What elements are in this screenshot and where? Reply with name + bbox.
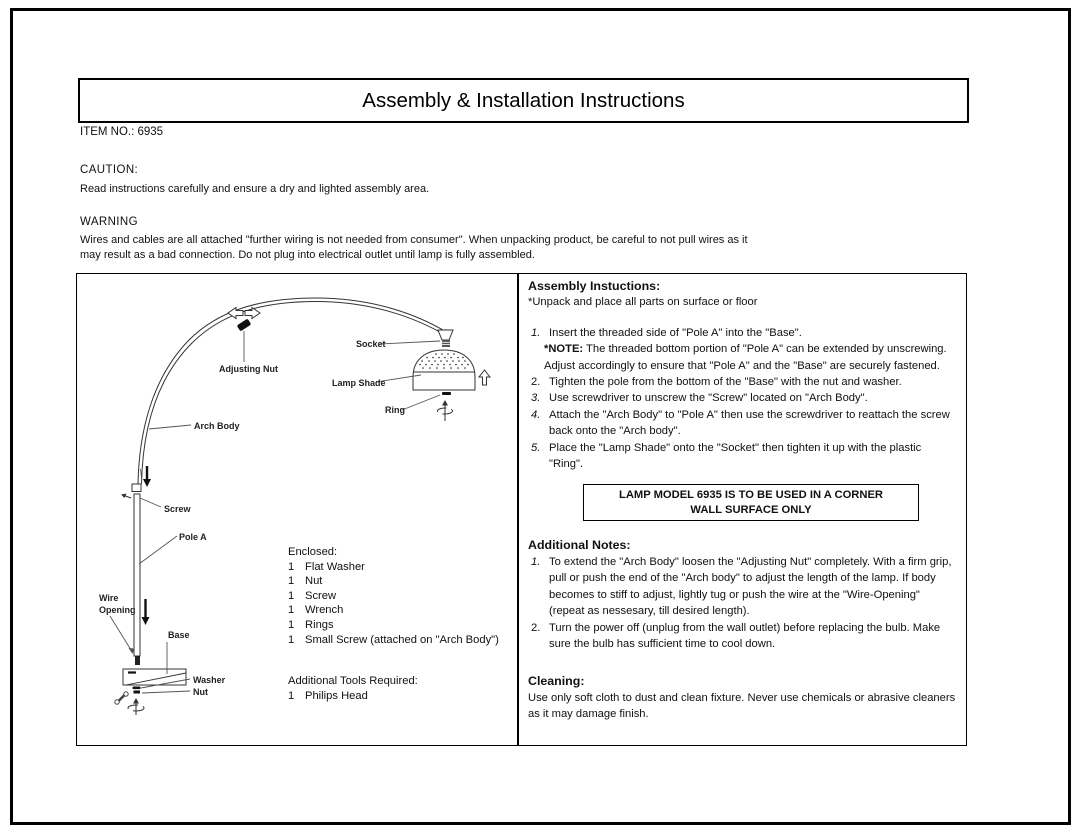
- adjusting-nut-part: [237, 319, 252, 332]
- assembly-step: 3. Use screwdriver to unscrew the "Screw" located on "Arch Body".: [531, 392, 868, 405]
- label-wire: Wire: [99, 593, 119, 603]
- label-ring: Ring: [385, 405, 405, 415]
- caution-heading: CAUTION:: [80, 164, 139, 176]
- instructions-panel: [76, 273, 967, 746]
- label-lamp-shade: Lamp Shade: [332, 378, 386, 388]
- enclosed-list: [288, 545, 514, 703]
- down-arrow-head: [143, 479, 151, 487]
- slide-right-arrow-icon: [245, 308, 260, 319]
- assembly-step: 5. Place the "Lamp Shade" onto the "Socket" then tighten it up with the plastic "Ring".: [531, 441, 922, 471]
- enclosed-item: 1 Small Screw (attached on "Arch Body"): [288, 633, 499, 646]
- title-box: [78, 78, 969, 123]
- warning-heading: WARNING: [80, 216, 138, 228]
- arch-body-curve-inner: [142, 302, 447, 485]
- corner-use-warning-box: LAMP MODEL 6935 IS TO BE USED IN A CORNER WALL SURFACE ONLY: [583, 484, 919, 521]
- additional-notes-heading: Additional Notes:: [528, 538, 631, 553]
- wire-opening-leader: [110, 616, 131, 650]
- additional-notes-section: [528, 537, 957, 652]
- label-washer: Washer: [193, 675, 226, 685]
- additional-note: 2. Turn the power off (unplug from the wall outlet) before replacing the bulb. Make sure the bulb has sufficient time to cool down.: [531, 621, 941, 650]
- warning-line-1: Wires and cables are all attached "further wiring is not needed from consumer". When unpacking product, be careful to not pull wires as it: [80, 234, 748, 246]
- tools-heading: Additional Tools Required:: [288, 675, 418, 688]
- cleaning-section: [528, 673, 957, 722]
- label-screw: Screw: [164, 504, 191, 514]
- enclosed-heading: Enclosed:: [288, 546, 338, 558]
- pole-threaded-tip: [135, 656, 140, 665]
- rotate-arrow-ring-icon: [438, 404, 453, 421]
- warning-line-2: may result as a bad connection. Do not plug into electrical outlet until lamp is fully assembled.: [80, 249, 535, 261]
- enclosed-item: 1 Flat Washer: [288, 560, 365, 573]
- label-arch-body: Arch Body: [194, 421, 240, 431]
- tick-mark: [141, 469, 142, 478]
- socket-part: [442, 340, 450, 347]
- ring-part: [442, 392, 451, 395]
- label-nut: Nut: [193, 687, 208, 697]
- rotate-arrow-ring-head: [442, 400, 448, 406]
- tools-item: 1 Philips Head: [288, 689, 368, 702]
- ring-leader: [402, 395, 440, 410]
- screw-leader: [140, 498, 161, 507]
- assembly-step: 2. Tighten the pole from the bottom of the "Base" with the nut and washer.: [531, 376, 902, 389]
- enclosed-item: 1 Screw: [288, 589, 337, 602]
- document-page: [10, 8, 1071, 825]
- assembly-step: 4. Attach the "Arch Body" to "Pole A" then use the screwdriver to reattach the screw back onto the "Arch body".: [531, 408, 950, 438]
- label-opening: Opening: [99, 605, 136, 615]
- assembly-intro: *Unpack and place all parts on surface or floor: [528, 296, 758, 309]
- item-number: ITEM NO.: 6935: [80, 126, 164, 138]
- up-arrow-icon: [479, 370, 490, 385]
- enclosed-item: 1 Wrench: [288, 604, 344, 617]
- caution-body: Read instructions carefully and ensure a dry and lighted assembly area.: [80, 183, 430, 195]
- nut-leader: [142, 691, 190, 693]
- socket-cone: [438, 330, 453, 340]
- label-adjusting-nut: Adjusting Nut: [219, 364, 278, 374]
- washer-part: [133, 687, 141, 690]
- step-note: *NOTE: The threaded bottom portion of "Pole A" can be extended by unscrewing. Adjust accordingly to ensure that "Pole A" and the "Base" are securely fastened.: [544, 343, 947, 372]
- label-base: Base: [168, 630, 190, 640]
- additional-note: 1. To extend the "Arch Body" loosen the "Adjusting Nut" completely. With a firm grip, pull or push the end of the "Arch body" to adjust the length of the lamp. If body becomes to stiff to adjust, lightly tug or push the wire at the "Wire-Opening" (repeat as nessesary, till desired length).: [531, 555, 952, 618]
- cleaning-heading: Cleaning:: [528, 674, 585, 689]
- rotate-arrow-base-head: [133, 698, 139, 704]
- cleaning-body: Use only soft cloth to dust and clean fixture. Never use chemicals or abrasive cleaners as it may damage finish.: [528, 691, 956, 721]
- assembly-instructions-column: [523, 274, 961, 723]
- nut-part: [134, 691, 141, 694]
- down-arrow2-head: [142, 617, 150, 625]
- enclosed-item: 1 Rings: [288, 618, 334, 631]
- assembly-step: 1. Insert the threaded side of "Pole A" into the "Base". *NOTE: The threaded bottom portion of "Pole A" can be extended by unscrewing. Adjust accordingly to ensure that "Pole A" and the "Base" are securely fastened.: [528, 325, 957, 374]
- panel-divider: [517, 274, 519, 745]
- lamp-shade-part: [413, 350, 475, 390]
- wrench-icon: [115, 692, 128, 704]
- pole-a-part: [134, 494, 140, 656]
- arch-connector: [132, 484, 141, 492]
- enclosed-item: 1 Nut: [288, 575, 323, 588]
- arch-body-leader: [149, 425, 191, 429]
- label-socket: Socket: [356, 339, 386, 349]
- label-pole-a: Pole A: [179, 532, 207, 542]
- assembly-steps: [528, 325, 957, 473]
- rotate-arrow-base-icon: [128, 702, 144, 715]
- socket-leader: [380, 341, 440, 344]
- assembly-heading: Assembly Instuctions:: [528, 279, 661, 293]
- page-title: Assembly & Installation Instructions: [362, 88, 685, 112]
- arch-body-curve: [138, 298, 448, 484]
- pole-a-leader: [139, 536, 177, 564]
